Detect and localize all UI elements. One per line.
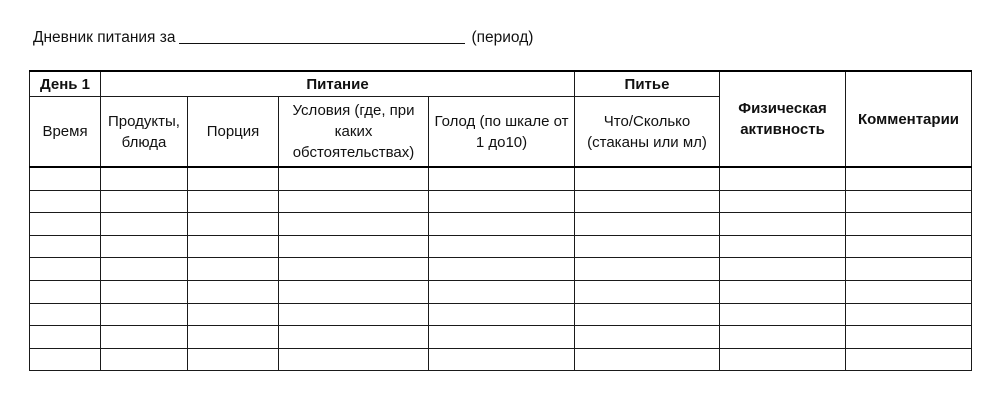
header-day: День 1 xyxy=(30,71,101,97)
cell-time[interactable] xyxy=(30,213,101,236)
cell-products[interactable] xyxy=(101,326,188,349)
cell-time[interactable] xyxy=(30,167,101,190)
cell-time[interactable] xyxy=(30,326,101,349)
cell-hunger[interactable] xyxy=(429,235,575,258)
header-nutrition: Питание xyxy=(101,71,575,97)
cell-conditions[interactable] xyxy=(279,303,429,326)
cell-drink[interactable] xyxy=(575,326,720,349)
cell-activity[interactable] xyxy=(720,280,846,303)
cell-hunger[interactable] xyxy=(429,348,575,371)
cell-activity[interactable] xyxy=(720,235,846,258)
cell-time[interactable] xyxy=(30,235,101,258)
cell-products[interactable] xyxy=(101,235,188,258)
cell-time[interactable] xyxy=(30,303,101,326)
cell-portion[interactable] xyxy=(188,303,279,326)
header-portion: Порция xyxy=(188,97,279,168)
cell-activity[interactable] xyxy=(720,326,846,349)
cell-hunger[interactable] xyxy=(429,258,575,281)
header-physical-activity: Физическая активность xyxy=(720,71,846,167)
cell-comments[interactable] xyxy=(846,348,972,371)
cell-activity[interactable] xyxy=(720,213,846,236)
cell-hunger[interactable] xyxy=(429,303,575,326)
cell-conditions[interactable] xyxy=(279,348,429,371)
table-row xyxy=(30,213,972,236)
cell-comments[interactable] xyxy=(846,235,972,258)
cell-drink[interactable] xyxy=(575,280,720,303)
cell-portion[interactable] xyxy=(188,326,279,349)
cell-products[interactable] xyxy=(101,303,188,326)
cell-drink[interactable] xyxy=(575,235,720,258)
header-products: Продукты, блюда xyxy=(101,97,188,168)
cell-hunger[interactable] xyxy=(429,280,575,303)
cell-drink[interactable] xyxy=(575,258,720,281)
cell-time[interactable] xyxy=(30,280,101,303)
cell-activity[interactable] xyxy=(720,190,846,213)
cell-portion[interactable] xyxy=(188,258,279,281)
cell-time[interactable] xyxy=(30,348,101,371)
cell-hunger[interactable] xyxy=(429,167,575,190)
diary-entries xyxy=(30,167,972,371)
cell-conditions[interactable] xyxy=(279,235,429,258)
food-diary-table xyxy=(29,70,972,371)
cell-products[interactable] xyxy=(101,348,188,371)
table-row xyxy=(30,190,972,213)
cell-products[interactable] xyxy=(101,213,188,236)
diary-title-suffix: (период) xyxy=(471,29,534,46)
cell-portion[interactable] xyxy=(188,167,279,190)
cell-products[interactable] xyxy=(101,258,188,281)
table-row xyxy=(30,303,972,326)
cell-drink[interactable] xyxy=(575,167,720,190)
header-drinking: Питье xyxy=(575,71,720,97)
cell-portion[interactable] xyxy=(188,213,279,236)
cell-hunger[interactable] xyxy=(429,326,575,349)
header-comments: Комментарии xyxy=(846,71,972,167)
header-drink-amount: Что/Сколько (стаканы или мл) xyxy=(575,97,720,168)
cell-conditions[interactable] xyxy=(279,280,429,303)
table-row xyxy=(30,326,972,349)
table-row xyxy=(30,235,972,258)
table-row xyxy=(30,167,972,190)
cell-portion[interactable] xyxy=(188,235,279,258)
cell-hunger[interactable] xyxy=(429,213,575,236)
cell-portion[interactable] xyxy=(188,348,279,371)
cell-portion[interactable] xyxy=(188,280,279,303)
cell-conditions[interactable] xyxy=(279,213,429,236)
diary-title-prefix: Дневник питания за xyxy=(33,29,176,46)
cell-comments[interactable] xyxy=(846,303,972,326)
cell-conditions[interactable] xyxy=(279,190,429,213)
cell-comments[interactable] xyxy=(846,213,972,236)
cell-drink[interactable] xyxy=(575,213,720,236)
diary-title-line xyxy=(33,27,533,49)
period-fill-in-line[interactable] xyxy=(179,27,465,44)
header-conditions: Условия (где, при каких обстоятельствах) xyxy=(279,97,429,168)
cell-products[interactable] xyxy=(101,190,188,213)
cell-activity[interactable] xyxy=(720,167,846,190)
cell-products[interactable] xyxy=(101,280,188,303)
cell-conditions[interactable] xyxy=(279,258,429,281)
cell-drink[interactable] xyxy=(575,348,720,371)
header-time: Время xyxy=(30,97,101,168)
cell-activity[interactable] xyxy=(720,258,846,281)
header-row-groups xyxy=(30,71,972,97)
cell-comments[interactable] xyxy=(846,258,972,281)
table-row xyxy=(30,348,972,371)
cell-comments[interactable] xyxy=(846,280,972,303)
cell-activity[interactable] xyxy=(720,303,846,326)
table-row xyxy=(30,280,972,303)
cell-activity[interactable] xyxy=(720,348,846,371)
cell-products[interactable] xyxy=(101,167,188,190)
cell-time[interactable] xyxy=(30,190,101,213)
header-hunger: Голод (по шкале от 1 до10) xyxy=(429,97,575,168)
cell-hunger[interactable] xyxy=(429,190,575,213)
cell-drink[interactable] xyxy=(575,303,720,326)
cell-conditions[interactable] xyxy=(279,326,429,349)
cell-drink[interactable] xyxy=(575,190,720,213)
cell-comments[interactable] xyxy=(846,167,972,190)
cell-portion[interactable] xyxy=(188,190,279,213)
cell-conditions[interactable] xyxy=(279,167,429,190)
cell-comments[interactable] xyxy=(846,190,972,213)
table-row xyxy=(30,258,972,281)
cell-time[interactable] xyxy=(30,258,101,281)
cell-comments[interactable] xyxy=(846,326,972,349)
